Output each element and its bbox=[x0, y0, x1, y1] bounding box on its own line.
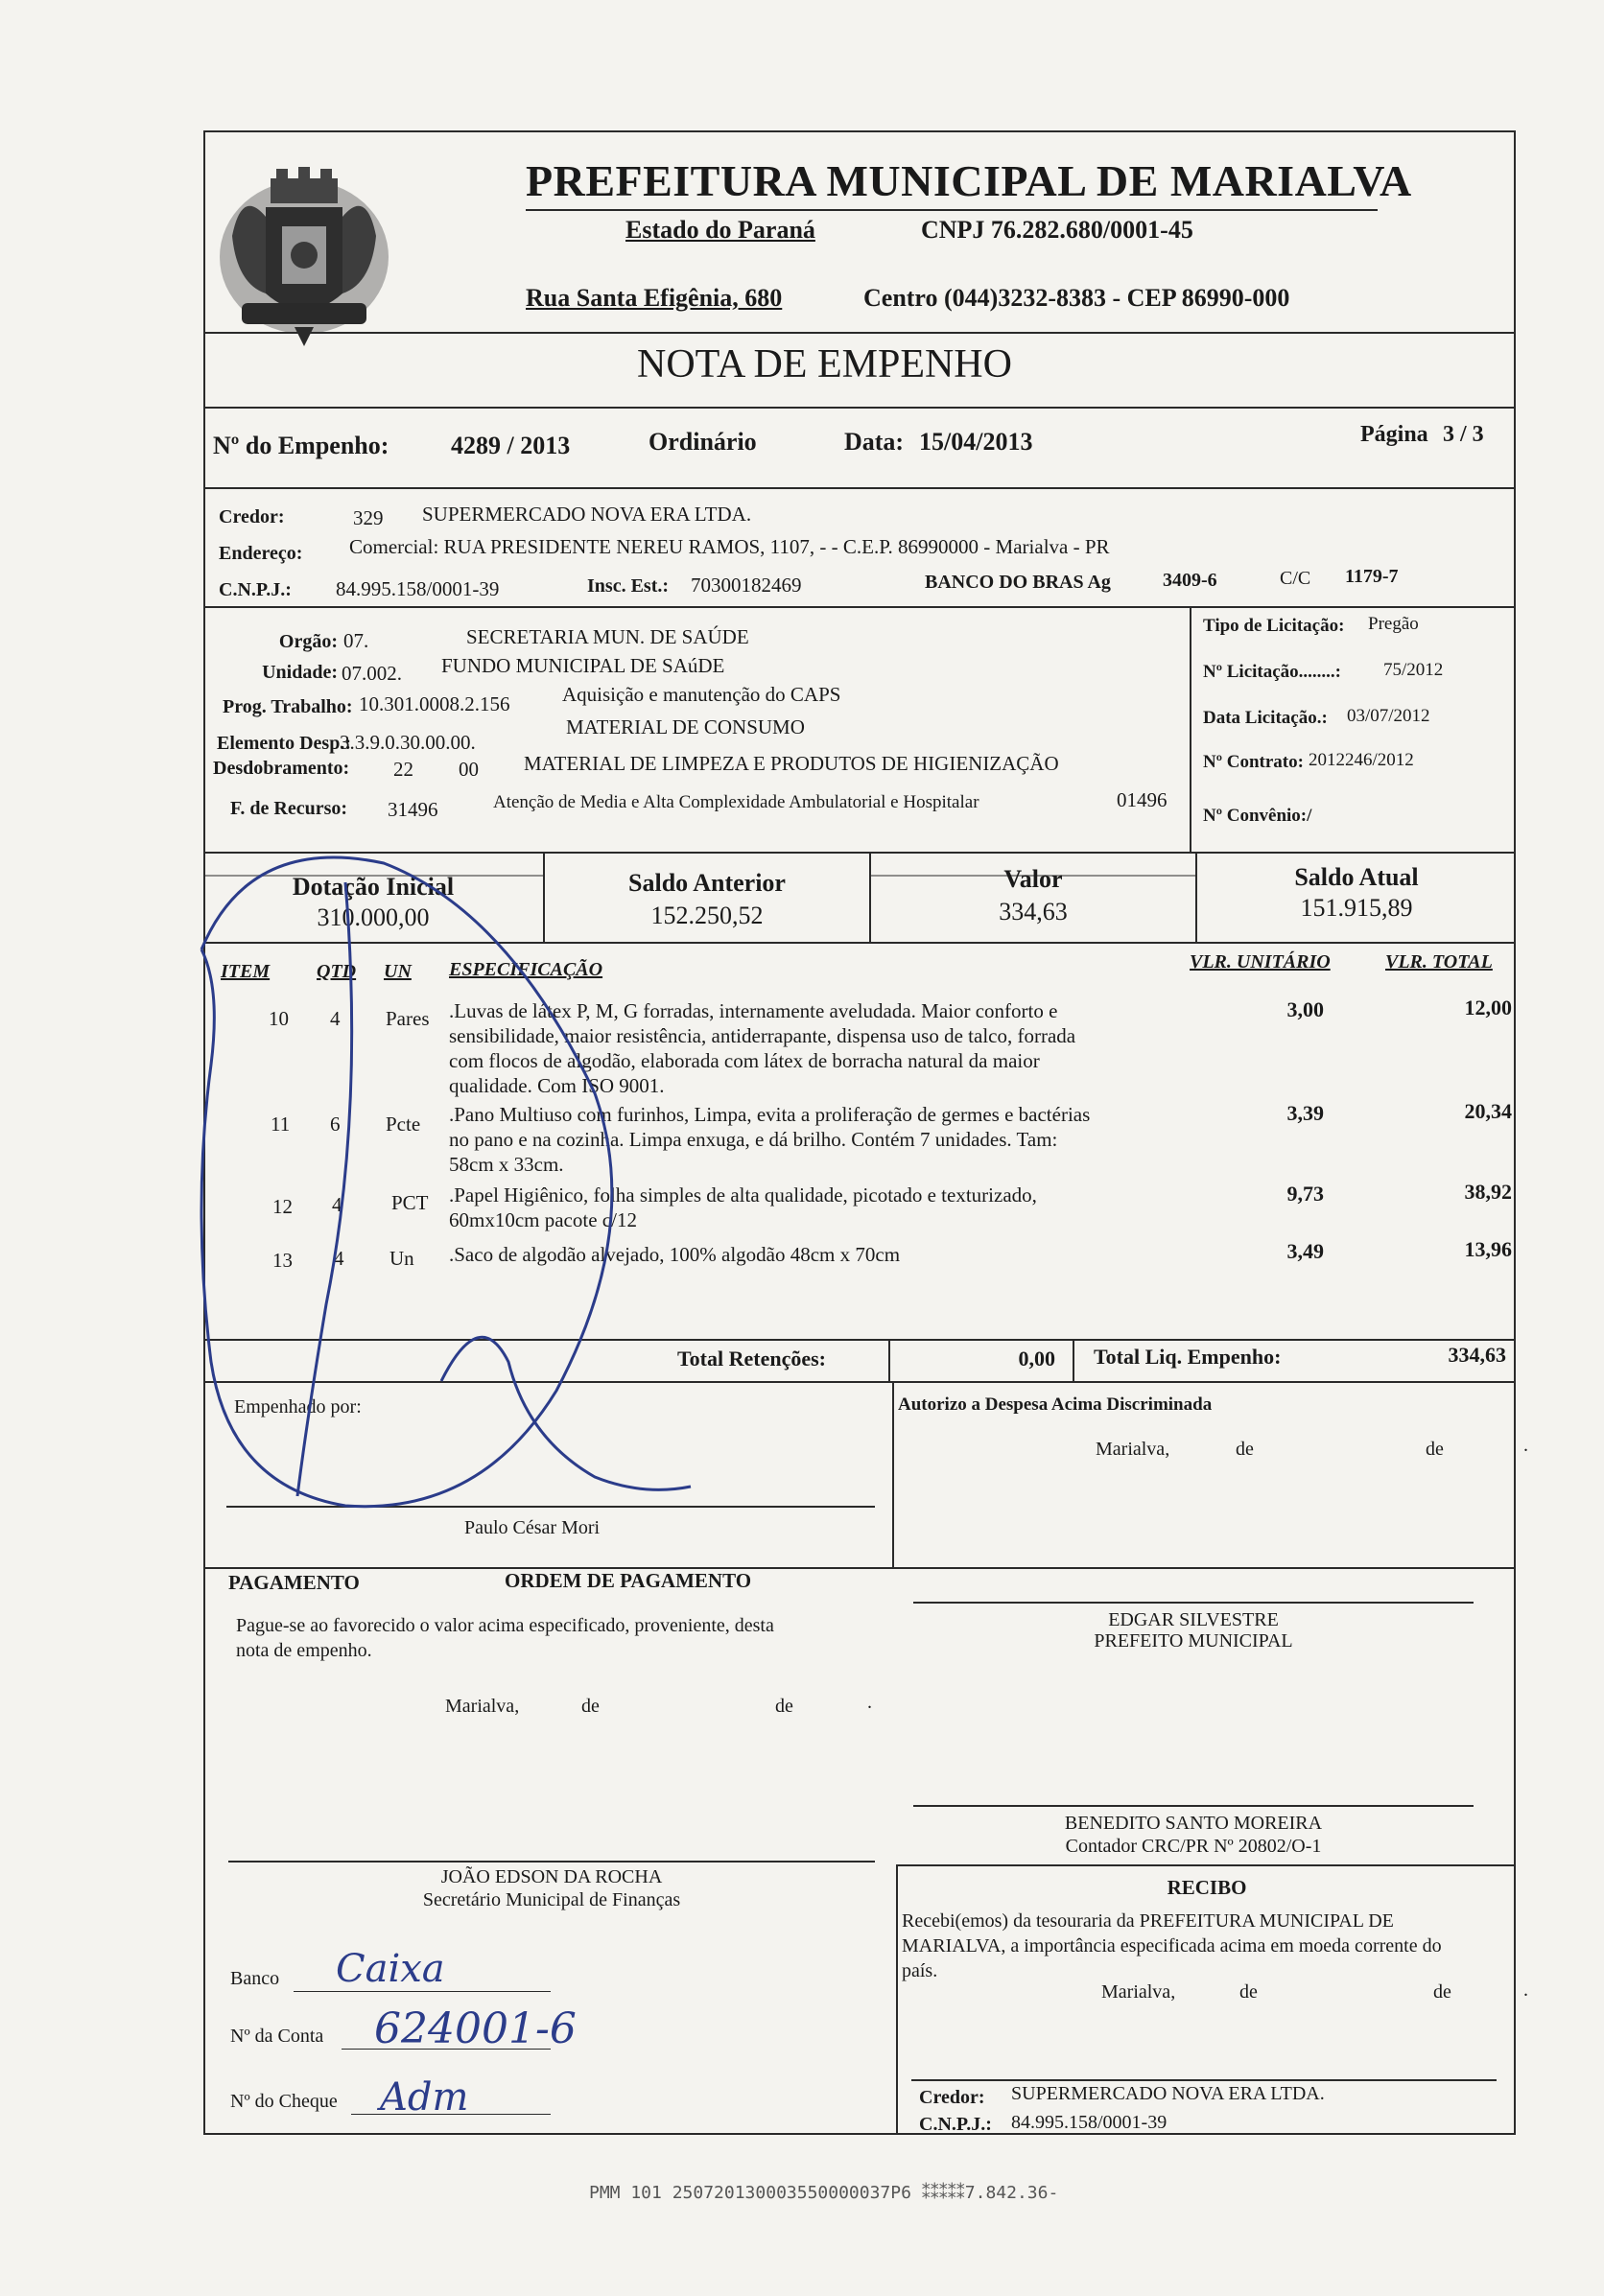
pagamento-dot: . bbox=[867, 1692, 872, 1713]
prefeito-name: EDGAR SILVESTRE bbox=[1108, 1609, 1279, 1630]
col-vlr-unitario: VLR. UNITÁRIO bbox=[1190, 951, 1331, 972]
recibo-text-3: país. bbox=[902, 1960, 938, 1981]
handwritten-annotation bbox=[192, 825, 883, 1554]
item-number: 13 bbox=[272, 1249, 293, 1272]
licitacao-date: 03/07/2012 bbox=[1347, 706, 1430, 726]
desdobramento-sub: 00 bbox=[459, 758, 479, 781]
ordem-pagamento-label: ORDEM DE PAGAMENTO bbox=[505, 1569, 752, 1592]
item-un: Pares bbox=[386, 1007, 430, 1030]
insc-value: 70300182469 bbox=[691, 574, 802, 597]
item-number: 12 bbox=[272, 1195, 293, 1218]
header-address-rest: Centro (044)3232-8383 - CEP 86990-000 bbox=[863, 284, 1290, 312]
endereco: Comercial: RUA PRESIDENTE NEREU RAMOS, 1107, - - C.E.P. 86990000 - Marialva - PR bbox=[349, 535, 1110, 558]
credor-name: SUPERMERCADO NOVA ERA LTDA. bbox=[422, 503, 752, 526]
empenho-number-label: Nº do Empenho: bbox=[213, 432, 389, 459]
item-desc-line: 60mx10cm pacote c/12 bbox=[449, 1208, 637, 1231]
prog-label: Prog. Trabalho: bbox=[223, 696, 353, 717]
licitacao-number-label: Nº Licitação........: bbox=[1203, 662, 1341, 682]
item-desc-line: sensibilidade, maior resistência, antiderrapante, dispensa uso de talco, forrada bbox=[449, 1024, 1076, 1047]
total-retencoes-label: Total Retenções: bbox=[677, 1347, 826, 1371]
recibo-place: Marialva, bbox=[1101, 1981, 1176, 2003]
unidade-code: 07.002. bbox=[342, 662, 402, 685]
item-desc-line: .Papel Higiênico, folha simples de alta qualidade, picotado e texturizado, bbox=[449, 1183, 1037, 1207]
item-qtd: 4 bbox=[332, 1193, 342, 1216]
elemento-code: 3.3.9.0.30.00.00. bbox=[340, 731, 476, 754]
item-total: 38,92 bbox=[1464, 1180, 1512, 1204]
fonte-recurso: Atenção de Media e Alta Complexidade Ambulatorial e Hospitalar bbox=[493, 792, 979, 812]
conta-label: Nº da Conta bbox=[230, 2026, 324, 2047]
credor-cnpj: 84.995.158/0001-39 bbox=[336, 577, 500, 600]
header-address: Rua Santa Efigênia, 680 bbox=[526, 284, 783, 312]
conta-handwritten: 624001-6 bbox=[374, 2004, 577, 2053]
unidade-label: Unidade: bbox=[262, 662, 338, 683]
orgao-label: Orgão: bbox=[278, 631, 338, 652]
contrato: 2012246/2012 bbox=[1309, 750, 1414, 770]
banco-label: Banco bbox=[230, 1968, 280, 1989]
desdobramento-code: 22 bbox=[393, 758, 413, 781]
tipo-licitacao-label: Tipo de Licitação: bbox=[1203, 616, 1345, 636]
bank-agency: 3409-6 bbox=[1163, 570, 1217, 591]
item-number: 10 bbox=[269, 1007, 289, 1030]
header-title: PREFEITURA MUNICIPAL DE MARIALVA bbox=[526, 156, 1412, 205]
licitacao-number: 75/2012 bbox=[1383, 660, 1444, 680]
item-total: 13,96 bbox=[1464, 1237, 1512, 1261]
dotacao-value: 310.000,00 bbox=[317, 903, 430, 931]
item-total: 20,34 bbox=[1464, 1099, 1512, 1123]
secretario-name: JOÃO EDSON DA ROCHA bbox=[440, 1866, 663, 1887]
item-qtd: 6 bbox=[330, 1113, 341, 1136]
saldo-anterior-value: 152.250,52 bbox=[650, 902, 764, 929]
desdobramento-label: Desdobramento: bbox=[213, 758, 350, 779]
item-qtd: 4 bbox=[334, 1247, 344, 1270]
fonte-recurso-label: F. de Recurso: bbox=[230, 798, 348, 819]
item-total: 12,00 bbox=[1464, 996, 1512, 1019]
recibo-de1: de bbox=[1239, 1981, 1258, 2003]
item-qtd: 4 bbox=[330, 1007, 341, 1030]
document-title: NOTA DE EMPENHO bbox=[637, 342, 1012, 387]
footer-code: PMM 101 250720130003550000037P6 ⁑⁑⁑⁑⁑7.842.36- bbox=[589, 2183, 1059, 2203]
pagamento-text-2: nota de empenho. bbox=[236, 1640, 372, 1661]
saldo-atual-value: 151.915,89 bbox=[1300, 894, 1413, 922]
cc-label: C/C bbox=[1280, 568, 1311, 589]
empenho-date: 15/04/2013 bbox=[919, 428, 1033, 456]
pagamento-de1: de bbox=[581, 1696, 600, 1717]
empenhado-por-name: Paulo César Mori bbox=[464, 1517, 601, 1538]
item-unit-price: 9,73 bbox=[1286, 1182, 1324, 1206]
saldo-atual-label: Saldo Atual bbox=[1294, 863, 1419, 891]
item-unit-price: 3,49 bbox=[1286, 1239, 1324, 1263]
valor-label: Valor bbox=[1003, 865, 1063, 893]
item-un: Un bbox=[389, 1247, 414, 1270]
autorizo-de2: de bbox=[1426, 1439, 1444, 1460]
tipo-licitacao: Pregão bbox=[1368, 614, 1419, 634]
credor-label: Credor: bbox=[219, 506, 285, 527]
prog-code: 10.301.0008.2.156 bbox=[359, 692, 510, 715]
orgao-code: 07. bbox=[343, 629, 369, 652]
saldo-anterior-label: Saldo Anterior bbox=[628, 869, 786, 897]
recibo-text: Recebi(emos) da tesouraria da PREFEITURA MUNICIPAL DE bbox=[902, 1910, 1394, 1932]
header-cnpj: CNPJ 76.282.680/0001-45 bbox=[921, 216, 1193, 244]
pagamento-place: Marialva, bbox=[445, 1696, 520, 1717]
contador-title: Contador CRC/PR Nº 20802/O-1 bbox=[1065, 1836, 1322, 1857]
autorizo-dot: . bbox=[1523, 1435, 1528, 1456]
recibo-credor: SUPERMERCADO NOVA ERA LTDA. bbox=[1011, 2083, 1325, 2104]
bank-name: BANCO DO BRAS Ag bbox=[925, 572, 1111, 593]
licitacao-date-label: Data Licitação.: bbox=[1203, 708, 1328, 728]
item-number: 11 bbox=[271, 1113, 291, 1136]
page-number: 3 / 3 bbox=[1443, 422, 1484, 447]
pagamento-de2: de bbox=[775, 1696, 793, 1717]
total-retencoes: 0,00 bbox=[1018, 1347, 1055, 1371]
item-unit-price: 3,00 bbox=[1286, 997, 1324, 1021]
prefeito-title: PREFEITO MUNICIPAL bbox=[1094, 1630, 1293, 1652]
recibo-credor-label: Credor: bbox=[919, 2087, 985, 2108]
cnpj-label: C.N.P.J.: bbox=[219, 579, 292, 600]
fonte-recurso-code: 31496 bbox=[388, 798, 438, 821]
recibo-cnpj: 84.995.158/0001-39 bbox=[1011, 2112, 1168, 2133]
credor-code: 329 bbox=[353, 506, 384, 529]
dotacao-label: Dotação Inicial bbox=[292, 873, 455, 901]
cheque-handwritten: Adm bbox=[380, 2075, 469, 2120]
page-label: Página bbox=[1360, 422, 1428, 447]
elemento-label: Elemento Desp.: bbox=[217, 733, 351, 754]
unidade: FUNDO MUNICIPAL DE SAúDE bbox=[441, 654, 725, 677]
insc-label: Insc. Est.: bbox=[587, 575, 670, 597]
cheque-label: Nº do Cheque bbox=[230, 2091, 338, 2112]
secretario-title: Secretário Municipal de Finanças bbox=[422, 1889, 681, 1910]
item-un: Pcte bbox=[386, 1113, 421, 1136]
col-un: UN bbox=[384, 961, 412, 982]
desdobramento: MATERIAL DE LIMPEZA E PRODUTOS DE HIGIENIZAÇÃO bbox=[524, 752, 1059, 775]
recibo-de2: de bbox=[1433, 1981, 1451, 2003]
banco-handwritten: Caixa bbox=[336, 1947, 445, 1991]
item-unit-price: 3,39 bbox=[1286, 1101, 1324, 1125]
total-liquido-label: Total Liq. Empenho: bbox=[1094, 1345, 1282, 1369]
item-desc-line: com flocos de algodão, elaborada com látex de borracha natural da maior bbox=[449, 1049, 1040, 1072]
col-especificacao: ESPECIFICAÇÃO bbox=[449, 959, 603, 980]
convenio-label: Nº Convênio:/ bbox=[1203, 806, 1312, 826]
cc-value: 1179-7 bbox=[1345, 566, 1399, 587]
empenho-type: Ordinário bbox=[649, 428, 757, 456]
elemento: MATERIAL DE CONSUMO bbox=[566, 715, 805, 738]
col-vlr-total: VLR. TOTAL bbox=[1385, 951, 1493, 972]
orgao: SECRETARIA MUN. DE SAÚDE bbox=[466, 625, 749, 648]
recibo-dot: . bbox=[1523, 1980, 1528, 2001]
item-desc-line: qualidade. Com ISO 9001. bbox=[449, 1074, 665, 1097]
item-un: PCT bbox=[391, 1191, 429, 1214]
contador-name: BENEDITO SANTO MOREIRA bbox=[1064, 1813, 1323, 1834]
item-desc-line: .Saco de algodão alvejado, 100% algodão 48cm x 70cm bbox=[449, 1243, 901, 1266]
empenho-date-label: Data: bbox=[844, 428, 905, 456]
header-state: Estado do Paraná bbox=[625, 216, 815, 244]
col-item: ITEM bbox=[221, 961, 271, 982]
item-desc-line: 58cm x 33cm. bbox=[449, 1153, 564, 1176]
item-desc-line: .Pano Multiuso com furinhos, Limpa, evita a proliferação de germes e bactérias bbox=[449, 1103, 1091, 1126]
pagamento-text: Pague-se ao favorecido o valor acima especificado, proveniente, desta bbox=[236, 1615, 774, 1636]
item-desc-line: no pano e na cozinha. Limpa enxuga, e dá brilho. Contém 7 unidades. Tam: bbox=[449, 1128, 1058, 1151]
empenho-number: 4289 / 2013 bbox=[451, 432, 571, 459]
prog: Aquisição e manutenção do CAPS bbox=[562, 683, 841, 706]
empenhado-por-label: Empenhado por: bbox=[234, 1396, 362, 1417]
valor-value: 334,63 bbox=[999, 898, 1068, 925]
fonte-recurso-number: 01496 bbox=[1117, 788, 1168, 811]
endereco-label: Endereço: bbox=[219, 543, 303, 564]
recibo-cnpj-label: C.N.P.J.: bbox=[919, 2114, 992, 2135]
pagamento-label: PAGAMENTO bbox=[228, 1571, 360, 1594]
recibo-label: RECIBO bbox=[1167, 1876, 1247, 1899]
autorizo-de1: de bbox=[1236, 1439, 1254, 1460]
col-qtd: QTD bbox=[317, 961, 357, 982]
contrato-label: Nº Contrato: bbox=[1203, 752, 1304, 772]
autorizo-label: Autorizo a Despesa Acima Discriminada bbox=[898, 1394, 1213, 1415]
coat-of-arms-icon bbox=[213, 150, 395, 351]
recibo-text-2: MARIALVA, a importância especificada acima em moeda corrente do bbox=[902, 1935, 1442, 1956]
total-liquido: 334,63 bbox=[1448, 1343, 1506, 1367]
autorizo-place: Marialva, bbox=[1096, 1439, 1170, 1460]
item-desc-line: .Luvas de látex P, M, G forradas, internamente aveludada. Maior conforto e bbox=[449, 999, 1058, 1022]
